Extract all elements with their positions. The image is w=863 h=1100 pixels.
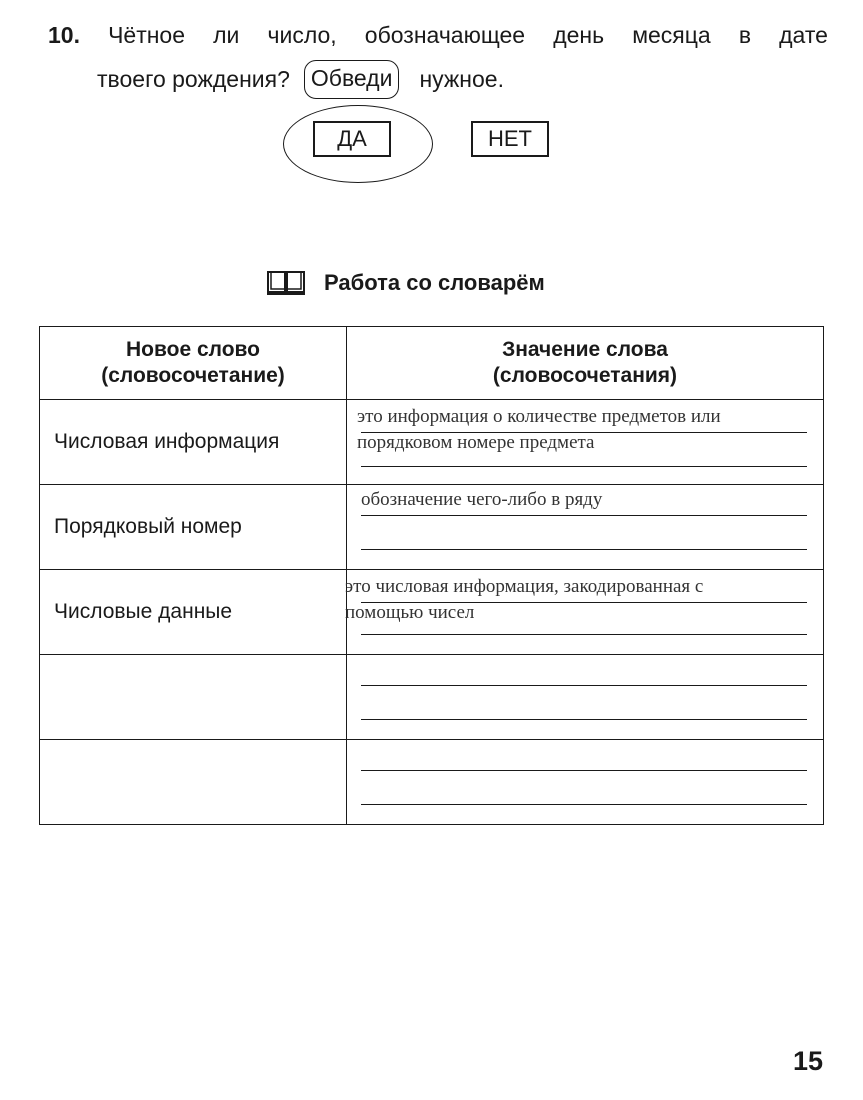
question-text-end: нужное.: [419, 66, 504, 92]
header-meaning-line2: (словосочетания): [492, 364, 678, 387]
handwritten-line: это информация о количестве предметов или: [357, 406, 721, 427]
header-meaning-line1: Значение слова: [502, 338, 668, 361]
question-word: число,: [267, 22, 337, 48]
task-question-line1: [48, 22, 828, 49]
meaning-cell[interactable]: [347, 485, 824, 570]
question-word: обозначающее: [364, 22, 526, 48]
question-text: твоего рождения?: [97, 66, 290, 92]
table-row: [40, 740, 824, 825]
word-cell: Числовые данные: [40, 570, 347, 655]
question-word: дате: [779, 22, 828, 48]
section-title: [266, 268, 545, 298]
circled-instruction-word: Обведи: [304, 60, 400, 99]
task-question-line2: [97, 60, 504, 99]
dictionary-table: [39, 326, 824, 825]
handwritten-line: обозначение чего-либо в ряду: [361, 489, 603, 510]
table-row: [40, 485, 824, 570]
option-yes[interactable]: [313, 121, 391, 157]
header-meaning: [347, 327, 824, 400]
word-cell: Порядковый номер: [40, 485, 347, 570]
header-new-word: [40, 327, 347, 400]
section-title-text: Работа со словарём: [324, 270, 545, 295]
question-word: ли: [213, 22, 240, 48]
meaning-cell[interactable]: [347, 655, 824, 740]
question-word: день: [553, 22, 605, 48]
question-word: в: [738, 22, 752, 48]
table-row: [40, 400, 824, 485]
meaning-cell[interactable]: [347, 740, 824, 825]
handwritten-line: порядковом номере предмета: [357, 432, 595, 453]
meaning-cell[interactable]: [347, 400, 824, 485]
page-number: 15: [792, 1046, 823, 1076]
table-row: [40, 655, 824, 740]
word-cell: Числовая информация: [40, 400, 347, 485]
meaning-cell[interactable]: [347, 570, 824, 655]
table-header-row: [40, 327, 824, 400]
handwritten-line: помощью чисел: [345, 602, 475, 623]
question-word: Чётное: [108, 22, 186, 48]
option-yes-label: ДА: [337, 126, 367, 151]
question-word: месяца: [632, 22, 711, 48]
table-row: [40, 570, 824, 655]
header-new-word-line2: (словосочетание): [101, 364, 285, 387]
header-new-word-line1: Новое слово: [126, 338, 260, 361]
word-cell: [40, 740, 347, 825]
book-icon: [266, 268, 306, 298]
task-number: 10.: [48, 22, 80, 48]
word-cell: [40, 655, 347, 740]
handwritten-line: это числовая информация, закодированная с: [345, 576, 704, 597]
option-no-label: НЕТ: [488, 126, 532, 151]
option-no[interactable]: [471, 121, 549, 157]
